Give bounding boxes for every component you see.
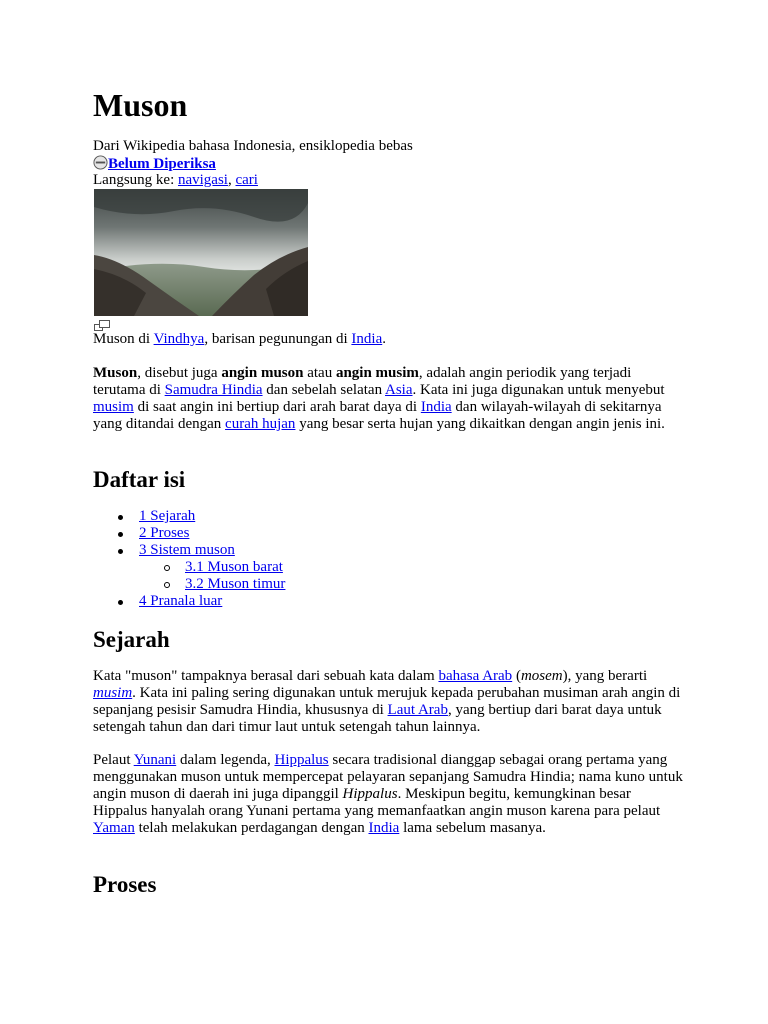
body-text: secara tradisional dianggap sebagai orang pertama yang menggunakan muson untuk mempercepat pelayaran sepanjang Samudra Hindia; nama kuno untuk angin muson di daerah ini juga dipanggil <box>93 752 683 802</box>
body-text: . Kata ini paling sering digunakan untuk merujuk kepada perubahan musiman arah angin di sepanjang pesisir Samudra Hindia, khususnya di <box>93 685 681 718</box>
term-mosem: mosem <box>520 668 563 684</box>
intro-text: . Kata ini juga digunakan untuk menyebut <box>412 382 665 398</box>
body-text: Kata "muson" tampaknya berasal dari sebuah kata dalam <box>93 668 439 684</box>
bullet-icon <box>118 549 123 554</box>
term-hippalus: Hippalus <box>342 786 398 802</box>
tagline: Dari Wikipedia bahasa Indonesia, ensiklopedia bebas <box>93 138 413 154</box>
term-angin-muson: angin muson <box>221 365 304 381</box>
jump-cari-link[interactable]: cari <box>235 172 258 188</box>
body-text: , yang bertiup dari barat daya untuk setengah tahun dan dari timur laut untuk setengah tahun lainnya. <box>93 702 662 735</box>
asia-link[interactable]: Asia <box>385 382 413 398</box>
jump-prefix: Langsung ke: <box>93 172 178 188</box>
body-text: . Meskipun begitu, kemungkinan besar Hippalus hanyalah orang Yunani pertama yang memanfaatkan angin muson karena para pelaut <box>93 786 661 819</box>
toc-subitem <box>93 576 393 593</box>
toc-item <box>93 525 393 542</box>
proses-heading: Proses <box>93 872 157 897</box>
body-text: Pelaut <box>93 752 134 768</box>
toc-link-muson-barat[interactable]: 3.1 Muson barat <box>185 559 283 575</box>
yunani-link[interactable]: Yunani <box>133 752 177 768</box>
body-text: lama sebelum masanya. <box>399 820 546 836</box>
vindhya-link[interactable]: Vindhya <box>153 331 205 347</box>
yaman-link[interactable]: Yaman <box>93 820 135 836</box>
body-text: dalam legenda, <box>176 752 275 768</box>
sejarah-paragraph-2 <box>93 752 683 837</box>
vindhya-photo[interactable] <box>94 189 308 316</box>
intro-text: , disebut juga <box>137 365 222 381</box>
india-link[interactable]: India <box>351 331 383 347</box>
laut-arab-link[interactable]: Laut Arab <box>387 702 448 718</box>
body-text: telah melakukan perdagangan dengan <box>134 820 369 836</box>
india-link[interactable]: India <box>420 399 452 415</box>
jump-links <box>93 172 258 189</box>
bullet-icon <box>118 532 123 537</box>
page-title: Muson <box>93 87 188 123</box>
vindhya-photo-image <box>94 189 308 316</box>
sejarah-heading: Sejarah <box>93 627 170 652</box>
caption-text: . <box>382 331 386 347</box>
circle-bullet-icon <box>164 582 170 588</box>
curah-hujan-link[interactable]: curah hujan <box>225 416 296 432</box>
intro-text: dan sebelah selatan <box>262 382 386 398</box>
caption-text: , barisan pegunungan di <box>204 331 352 347</box>
musim-link[interactable]: musim <box>93 399 134 415</box>
samudra-hindia-link[interactable]: Samudra Hindia <box>164 382 263 398</box>
intro-text: atau <box>303 365 336 381</box>
review-badge[interactable] <box>93 155 216 173</box>
term-angin-musim: angin musim <box>335 365 419 381</box>
toc-link-proses[interactable]: 2 Proses <box>139 525 190 541</box>
hippalus-link[interactable]: Hippalus <box>274 752 329 768</box>
circle-bullet-icon <box>164 565 170 571</box>
intro-text: dan wilayah-wilayah di sekitarnya yang ditandai dengan <box>93 399 662 432</box>
table-of-contents <box>93 508 393 610</box>
unreviewed-icon <box>93 155 108 170</box>
intro-paragraph <box>93 365 683 433</box>
toc-subitem <box>93 559 393 576</box>
intro-text: , adalah angin periodik yang terjadi terutama di <box>93 365 632 398</box>
sejarah-paragraph-1 <box>93 668 683 736</box>
india-link[interactable]: India <box>368 820 400 836</box>
review-badge-link[interactable]: Belum Diperiksa <box>108 156 216 172</box>
toc-item <box>93 508 393 525</box>
image-caption <box>93 331 386 348</box>
intro-text: di saat angin ini bertiup dari arah barat daya di <box>133 399 421 415</box>
toc-link-sistem-muson[interactable]: 3 Sistem muson <box>139 542 235 558</box>
toc-heading: Daftar isi <box>93 467 186 492</box>
toc-link-pranala-luar[interactable]: 4 Pranala luar <box>139 593 223 609</box>
bahasa-arab-link[interactable]: bahasa Arab <box>438 668 513 684</box>
intro-text: yang besar serta hujan yang dikaitkan dengan angin jenis ini. <box>295 416 665 432</box>
bullet-icon <box>118 600 123 605</box>
caption-text: Muson di <box>93 331 154 347</box>
toc-link-sejarah[interactable]: 1 Sejarah <box>139 508 196 524</box>
musim-link[interactable]: musim <box>93 685 133 701</box>
term-muson: Muson <box>93 365 138 381</box>
toc-item <box>93 593 393 610</box>
body-text: ), yang berarti <box>562 668 648 684</box>
bullet-icon <box>118 515 123 520</box>
body-text: ( <box>512 668 521 684</box>
jump-separator: , <box>227 172 236 188</box>
toc-link-muson-timur[interactable]: 3.2 Muson timur <box>185 576 286 592</box>
jump-navigasi-link[interactable]: navigasi <box>177 172 228 188</box>
toc-item <box>93 542 393 559</box>
